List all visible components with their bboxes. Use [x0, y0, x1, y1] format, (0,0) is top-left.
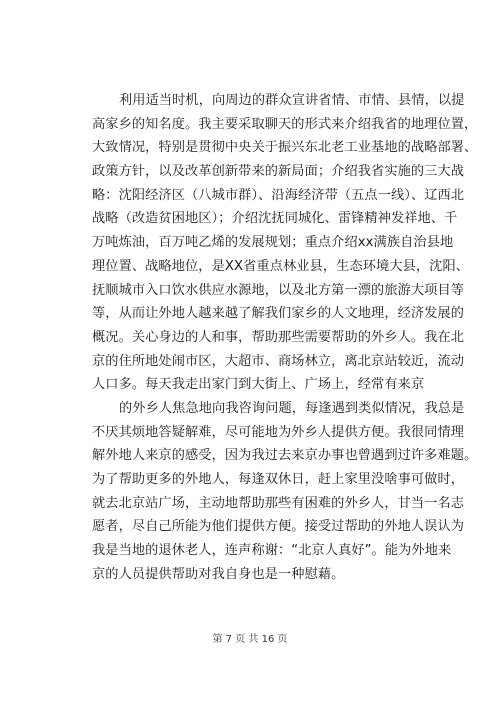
text-line: 京的人员提供帮助对我自身也是一种慰藉。 — [92, 566, 345, 582]
text-line: 的外乡人焦急地向我咨询问题，每逢遇到类似情况，我总是 — [119, 400, 465, 416]
text-line: 概况。关心身边的人和事，帮助那些需要帮助的外乡人。我在北 — [92, 329, 465, 345]
text-line: 愿者，尽自己所能为他们提供方便。接受过帮助的外地人误认为 — [92, 519, 465, 535]
text-line: 京的住所地处闹市区，大超市、商场林立，离北京站较近，流动 — [92, 353, 465, 369]
text-line: 大致情况，特别是贯彻中央关于振兴东北老工业基地的战略部署、 — [92, 140, 478, 156]
text-line: 利用适当时机，向周边的群众宣讲省情、市情、县情，以提 — [119, 93, 465, 108]
text-line: 万吨炼油，百万吨乙烯的发展规划；重点介绍xx满族自治县地 — [92, 235, 454, 251]
text-line: 理位置、战略地位，是XX省重点林业县，生态环境大县，沈阳、 — [92, 258, 470, 274]
text-line: 高家乡的知名度。我主要采取聊天的形式来介绍我省的地理位置， — [92, 116, 478, 132]
text-line: 为了帮助更多的外地人，每逢双休日，赶上家里没啥事可做时， — [92, 472, 465, 487]
text-line: 政策方针，以及改革创新带来的新局面；介绍我省实施的三大战 — [92, 164, 465, 180]
text-line: 就去北京站广场，主动地帮助那些有困难的外乡人，甘当一名志 — [92, 495, 465, 511]
text-line: 我是当地的退休老人，连声称谢：“北京人真好”。能为外地来 — [92, 543, 452, 559]
text-line: 抚顺城市入口饮水供应水源地，以及北方第一漂的旅游大项目等 — [92, 282, 465, 298]
text-line: 等，从而让外地人越来越了解我们家乡的人文地理，经济发展的 — [92, 306, 465, 322]
document-body — [92, 89, 478, 586]
page-number-footer: 第 7 页 共 16 页 — [212, 634, 288, 645]
text-line: 不厌其烦地答疑解难，尽可能地为外乡人提供方便。我很同情理 — [92, 424, 465, 440]
text-line: 解外地人来京的感受，因为我过去来京办事也曾遇到过许多难题。 — [92, 448, 478, 464]
text-line: 人口多。每天我走出家门到大街上、广场上，经常有来京 — [92, 377, 425, 393]
text-line: 略：沈阳经济区（八城市群）、沿海经济带（五点一线）、辽西北 — [92, 187, 465, 203]
text-line: 战略（改造贫困地区）；介绍沈抚同城化、雷锋精神发祥地、千 — [92, 211, 458, 227]
